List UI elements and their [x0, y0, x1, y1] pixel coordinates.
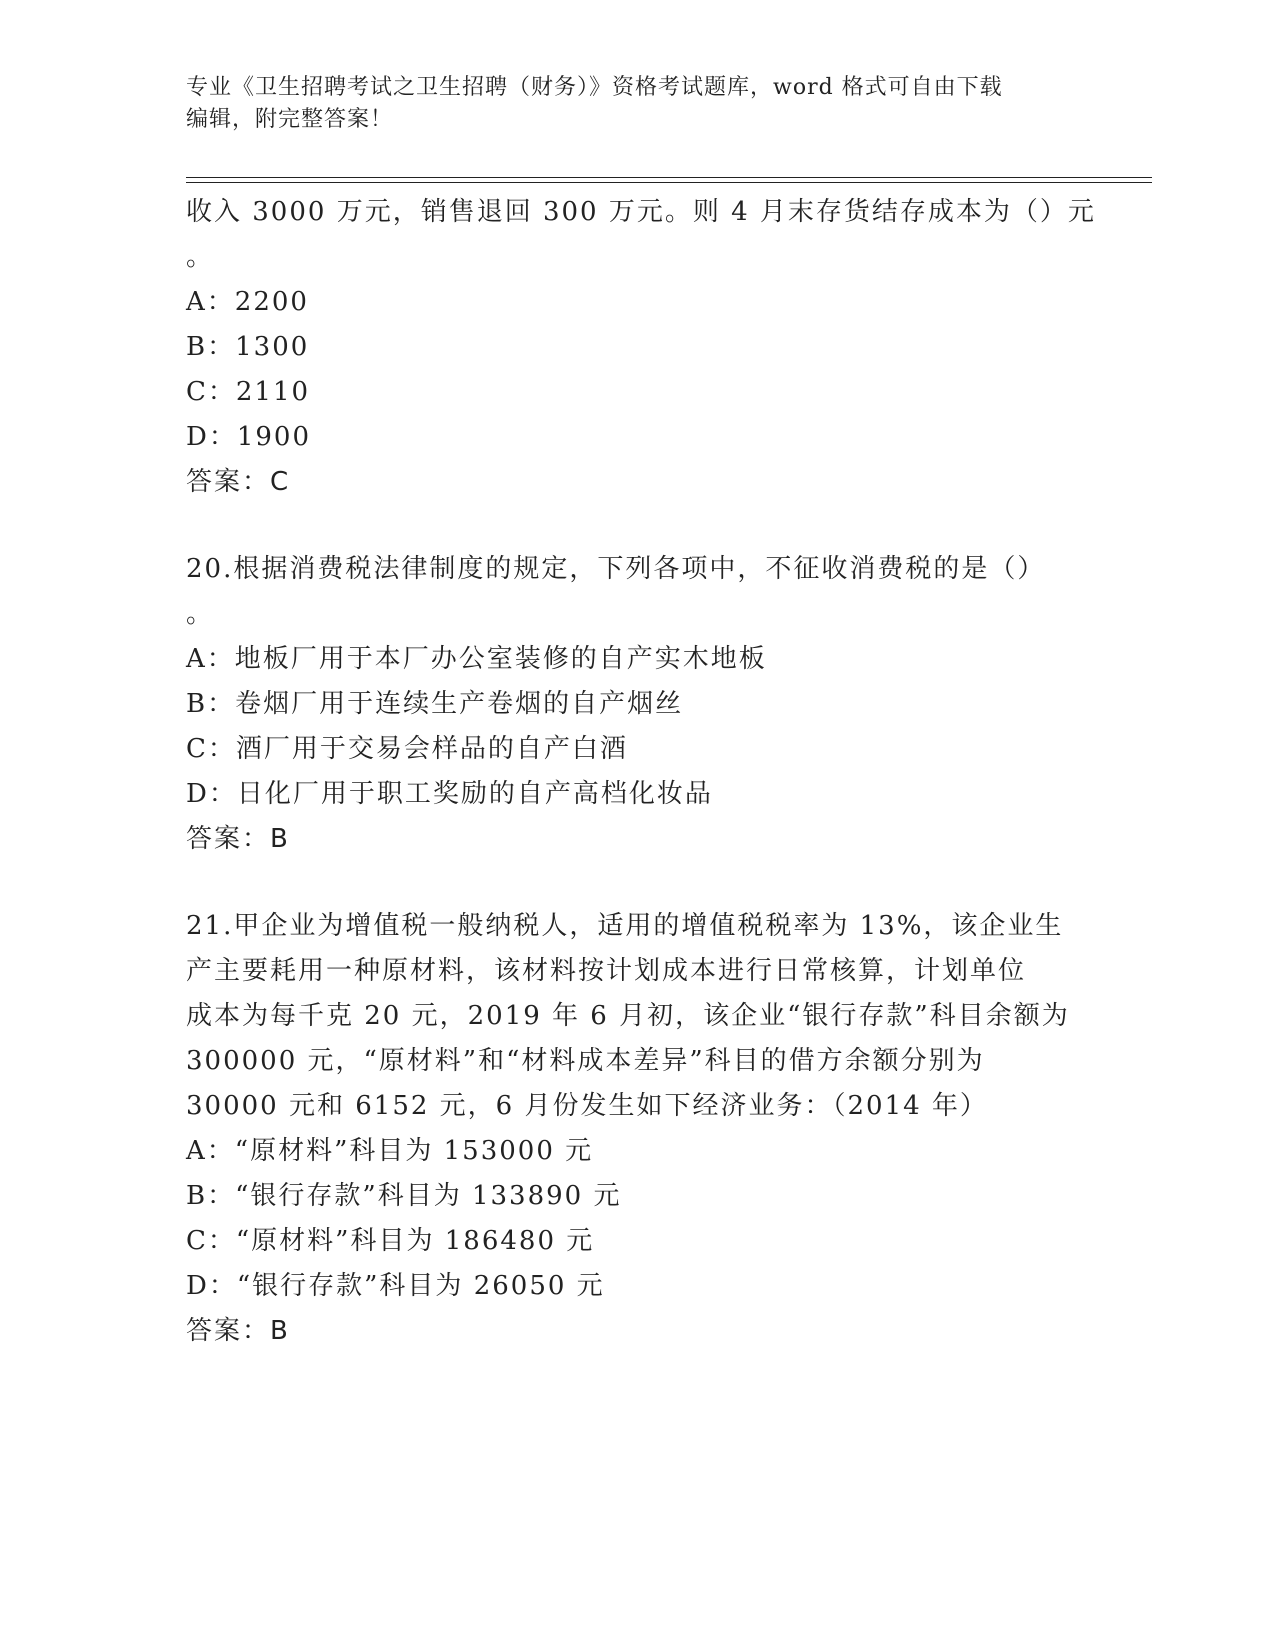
question-text: 收入 3000 万元，销售退回 300 万元。则 4 月末存货结存成本为（）元 [186, 197, 1096, 227]
question-text: 成本为每千克 20 元，2019 年 6 月初，该企业“银行存款”科目余额为 [186, 1001, 1070, 1031]
option-c: C：“原材料”科目为 186480 元 [186, 1226, 595, 1256]
question-text: 。 [186, 242, 215, 272]
spacer [186, 862, 1086, 904]
option-a: A：地板厂用于本厂办公室装修的自产实木地板 [186, 644, 767, 674]
question-text: 。 [186, 599, 215, 629]
question-text: 产主要耗用一种原材料，该材料按计划成本进行日常核算，计划单位 [186, 956, 1027, 986]
question-text: 300000 元，“原材料”和“材料成本差异”科目的借方余额分别为 [186, 1046, 985, 1076]
option-a: A：“原材料”科目为 153000 元 [186, 1136, 594, 1166]
question-content [186, 190, 1096, 1354]
question-21 [186, 904, 1086, 1354]
answer: 答案：B [186, 824, 290, 854]
question-text: 21.甲企业为增值税一般纳税人，适用的增值税税率为 13%，该企业生 [186, 911, 1064, 941]
option-b: B：“银行存款”科目为 133890 元 [186, 1181, 622, 1211]
answer: 答案：C [186, 467, 291, 497]
option-c: C：2110 [186, 377, 311, 407]
spacer [186, 505, 1086, 547]
option-a: A：2200 [186, 287, 309, 317]
question-20 [186, 547, 1086, 862]
option-b: B：1300 [186, 332, 310, 362]
question-text: 30000 元和 6152 元，6 月份发生如下经济业务：（2014 年） [186, 1091, 988, 1121]
option-b: B：卷烟厂用于连续生产卷烟的自产烟丝 [186, 689, 684, 719]
header-line-2: 编辑，附完整答案！ [186, 107, 394, 132]
header-divider-top [186, 177, 1152, 178]
option-d: D：1900 [186, 422, 312, 452]
option-d: D：日化厂用于职工奖励的自产高档化妆品 [186, 779, 713, 809]
answer: 答案：B [186, 1316, 290, 1346]
header-divider-bottom [186, 182, 1152, 183]
option-c: C：酒厂用于交易会样品的自产白酒 [186, 734, 628, 764]
header-line-1: 专业《卫生招聘考试之卫生招聘（财务）》资格考试题库，word 格式可自由下载 [186, 75, 1003, 100]
document-header [186, 72, 1086, 136]
option-d: D：“银行存款”科目为 26050 元 [186, 1271, 605, 1301]
question-19 [186, 190, 1096, 505]
question-text: 20.根据消费税法律制度的规定，下列各项中，不征收消费税的是（） [186, 554, 1046, 584]
